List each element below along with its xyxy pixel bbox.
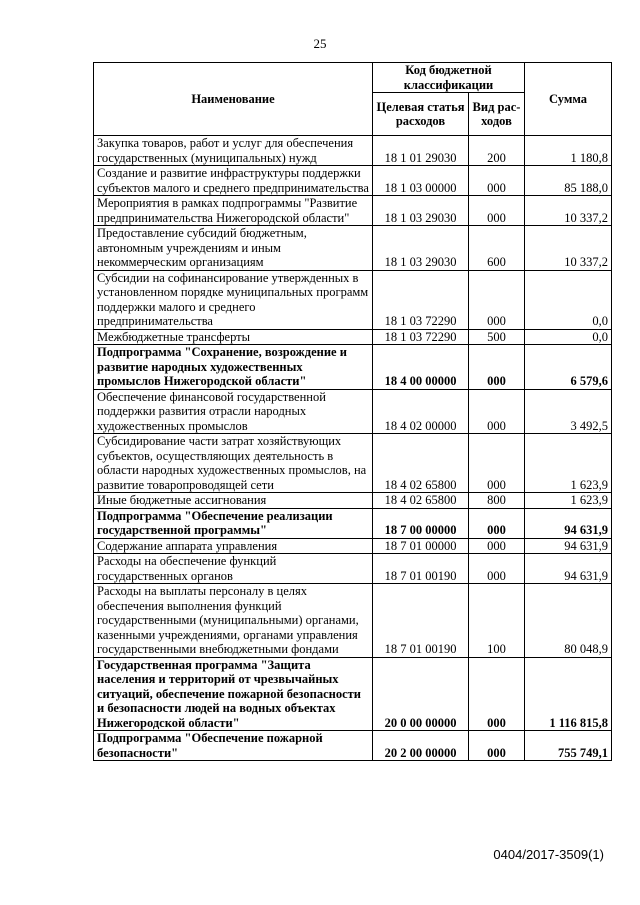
table-row [94, 270, 612, 329]
row-name: Субсидии на софинансирование утвержденных в установленном порядке муниципальных программ поддержки малого и среднего предпринимательства [94, 270, 373, 329]
row-name: Обеспечение финансовой государственной поддержки развития отрасли народных художественных промыслов [94, 389, 373, 434]
row-type: 000 [469, 270, 525, 329]
row-sum: 10 337,2 [525, 226, 612, 271]
row-name: Иные бюджетные ассигнования [94, 493, 373, 509]
row-code: 18 1 03 29030 [373, 196, 469, 226]
table-row [94, 226, 612, 271]
row-type: 200 [469, 136, 525, 166]
row-name: Мероприятия в рамках подпрограммы "Развитие предпринимательства Нижегородской области" [94, 196, 373, 226]
row-type: 500 [469, 329, 525, 345]
row-sum: 1 180,8 [525, 136, 612, 166]
row-type: 000 [469, 554, 525, 584]
row-code: 18 4 02 00000 [373, 389, 469, 434]
row-code: 18 4 02 65800 [373, 434, 469, 493]
row-name: Субсидирование части затрат хозяйствующих субъектов, осуществляющих деятельность в области народных художественных промыслов, на развитие товаропроводящей сети [94, 434, 373, 493]
row-code: 18 4 02 65800 [373, 493, 469, 509]
row-code: 18 1 03 72290 [373, 329, 469, 345]
row-sum: 94 631,9 [525, 554, 612, 584]
row-code: 20 0 00 00000 [373, 657, 469, 731]
row-name: Содержание аппарата управления [94, 538, 373, 554]
row-code: 18 1 03 29030 [373, 226, 469, 271]
row-type: 000 [469, 508, 525, 538]
row-name: Расходы на выплаты персоналу в целях обеспечения выполнения функций государственными (муниципальными) органами, казенными учреждениями, органами управления государственными внебюджетными фондами [94, 584, 373, 658]
table-row [94, 345, 612, 390]
row-name: Подпрограмма "Обеспечение реализации государственной программы" [94, 508, 373, 538]
row-sum: 94 631,9 [525, 538, 612, 554]
row-type: 600 [469, 226, 525, 271]
row-type: 000 [469, 538, 525, 554]
header-code-target: Целевая статья расходов [373, 93, 469, 136]
header-sum: Сумма [525, 63, 612, 136]
row-code: 18 1 03 00000 [373, 166, 469, 196]
row-sum: 10 337,2 [525, 196, 612, 226]
row-type: 000 [469, 434, 525, 493]
table-row [94, 508, 612, 538]
row-sum: 0,0 [525, 329, 612, 345]
row-code: 18 7 01 00000 [373, 538, 469, 554]
row-sum: 0,0 [525, 270, 612, 329]
row-type: 800 [469, 493, 525, 509]
table-row [94, 657, 612, 731]
table-row [94, 554, 612, 584]
row-type: 000 [469, 345, 525, 390]
row-sum: 94 631,9 [525, 508, 612, 538]
row-name: Расходы на обеспечение функций государственных органов [94, 554, 373, 584]
row-type: 000 [469, 196, 525, 226]
row-type: 000 [469, 389, 525, 434]
row-type: 100 [469, 584, 525, 658]
table-row [94, 538, 612, 554]
row-sum: 85 188,0 [525, 166, 612, 196]
header-code-type: Вид рас-ходов [469, 93, 525, 136]
row-type: 000 [469, 166, 525, 196]
row-sum: 6 579,6 [525, 345, 612, 390]
table-row [94, 731, 612, 761]
row-type: 000 [469, 731, 525, 761]
row-sum: 1 623,9 [525, 434, 612, 493]
row-sum: 755 749,1 [525, 731, 612, 761]
table-header [94, 63, 612, 136]
row-name: Создание и развитие инфраструктуры поддержки субъектов малого и среднего предпринимательства [94, 166, 373, 196]
row-name: Предоставление субсидий бюджетным, автономным учреждениям и иным некоммерческим организациям [94, 226, 373, 271]
row-name: Межбюджетные трансферты [94, 329, 373, 345]
header-name: Наименование [94, 63, 373, 136]
row-name: Государственная программа "Защита населения и территорий от чрезвычайных ситуаций, обеспечение пожарной безопасности и безопасности людей на водных объектах Нижегородской области" [94, 657, 373, 731]
row-code: 18 1 03 72290 [373, 270, 469, 329]
table-row [94, 136, 612, 166]
table-row [94, 196, 612, 226]
table-row [94, 166, 612, 196]
table-row [94, 584, 612, 658]
row-code: 18 7 00 00000 [373, 508, 469, 538]
row-name: Подпрограмма "Обеспечение пожарной безопасности" [94, 731, 373, 761]
row-code: 18 4 00 00000 [373, 345, 469, 390]
table-row [94, 493, 612, 509]
table-row [94, 329, 612, 345]
row-sum: 1 116 815,8 [525, 657, 612, 731]
header-code-group: Код бюджетной классификации [373, 63, 525, 93]
row-code: 20 2 00 00000 [373, 731, 469, 761]
row-sum: 3 492,5 [525, 389, 612, 434]
row-sum: 1 623,9 [525, 493, 612, 509]
table-row [94, 434, 612, 493]
table-body [94, 136, 612, 761]
row-name: Закупка товаров, работ и услуг для обеспечения государственных (муниципальных) нужд [94, 136, 373, 166]
row-type: 000 [469, 657, 525, 731]
document-id: 0404/2017-3509(1) [493, 847, 604, 862]
row-name: Подпрограмма "Сохранение, возрождение и развитие народных художественных промыслов Нижегородской области" [94, 345, 373, 390]
row-code: 18 7 01 00190 [373, 554, 469, 584]
row-code: 18 7 01 00190 [373, 584, 469, 658]
row-sum: 80 048,9 [525, 584, 612, 658]
page-number: 25 [313, 36, 327, 51]
table-row [94, 389, 612, 434]
budget-table [93, 62, 612, 761]
row-code: 18 1 01 29030 [373, 136, 469, 166]
